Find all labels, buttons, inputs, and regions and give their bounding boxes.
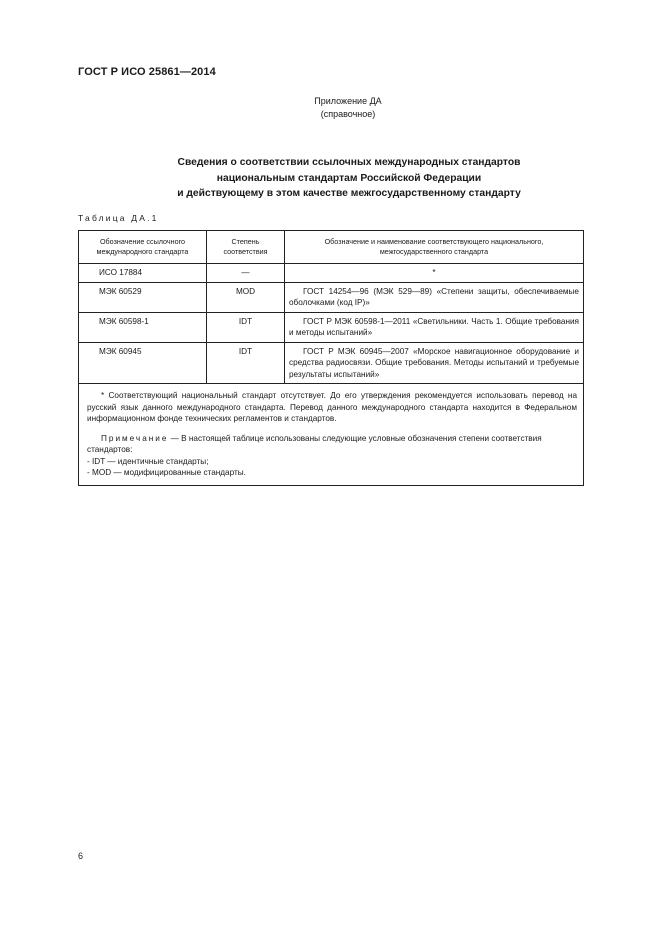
page-number: 6 [78, 851, 84, 861]
cell-national-text: ГОСТ Р МЭК 60945—2007 «Морское навигационное оборудование и средства радиосвязи. Общие требования. Методы испытаний и требуемые результаты испытаний» [289, 346, 579, 379]
footnote [87, 390, 577, 425]
note-text: — В настоящей таблице использованы следующие условные обозначения степени соответствия стандартов: [87, 433, 542, 454]
table-row [79, 282, 584, 312]
cell-national [285, 342, 584, 384]
cell-national: * [285, 264, 584, 283]
title-line: Сведения о соответствии ссылочных международных стандартов [177, 157, 521, 168]
cell-reference: ИСО 17884 [79, 264, 207, 283]
cell-national [285, 312, 584, 342]
annex-heading [300, 95, 396, 121]
table-header-row [79, 231, 584, 264]
cell-degree: IDT [207, 342, 285, 384]
cell-degree: — [207, 264, 285, 283]
table-notes-cell [79, 384, 584, 486]
correspondence-table [78, 230, 584, 486]
footnote-text: * Соответствующий национальный стандарт отсутствует. До его утверждения рекомендуется использовать перевод на русский язык данного международного стандарта. Перевод данного международного стандарта находится в Федеральном информационном фонде технических регламентов и стандартов. [87, 391, 577, 423]
title-line: национальным стандартам Российской Федерации [216, 172, 482, 184]
cell-national-text: ГОСТ 14254—96 (МЭК 529—89) «Степени защиты, обеспечиваемые оболочками (код IP)» [289, 286, 579, 307]
table-row [79, 342, 584, 384]
table-row [79, 312, 584, 342]
cell-national-text: ГОСТ Р МЭК 60598-1—2011 «Светильники. Часть 1. Общие требования и методы испытаний» [289, 316, 579, 337]
cell-degree: IDT [207, 312, 285, 342]
table-note [87, 433, 577, 479]
cell-degree: MOD [207, 282, 285, 312]
table-notes-row [79, 384, 584, 486]
note-item: - IDT — идентичные стандарты; [87, 456, 209, 466]
cell-reference: МЭК 60598-1 [79, 312, 207, 342]
note-label: Примечание [101, 433, 169, 443]
table-row [79, 264, 584, 283]
column-header-national: Обозначение и наименование соответствующего национального, межгосударственного стандарта [285, 231, 584, 264]
note-item: - MOD — модифицированные стандарты. [87, 468, 246, 477]
cell-national [285, 282, 584, 312]
annex-subtitle: (справочное) [320, 109, 376, 119]
table-caption: Таблица ДА.1 [78, 213, 159, 223]
document-header: ГОСТ Р ИСО 25861—2014 [78, 66, 216, 78]
column-header-reference: Обозначение ссылочного международного стандарта [79, 231, 207, 264]
title-line: и действующему в этом качестве межгосударственному стандарту [177, 188, 521, 199]
annex-title: Приложение ДА [314, 96, 382, 106]
cell-reference: МЭК 60529 [79, 282, 207, 312]
cell-reference: МЭК 60945 [79, 342, 207, 384]
section-title [120, 155, 578, 202]
column-header-degree: Степень соответствия [207, 231, 285, 264]
